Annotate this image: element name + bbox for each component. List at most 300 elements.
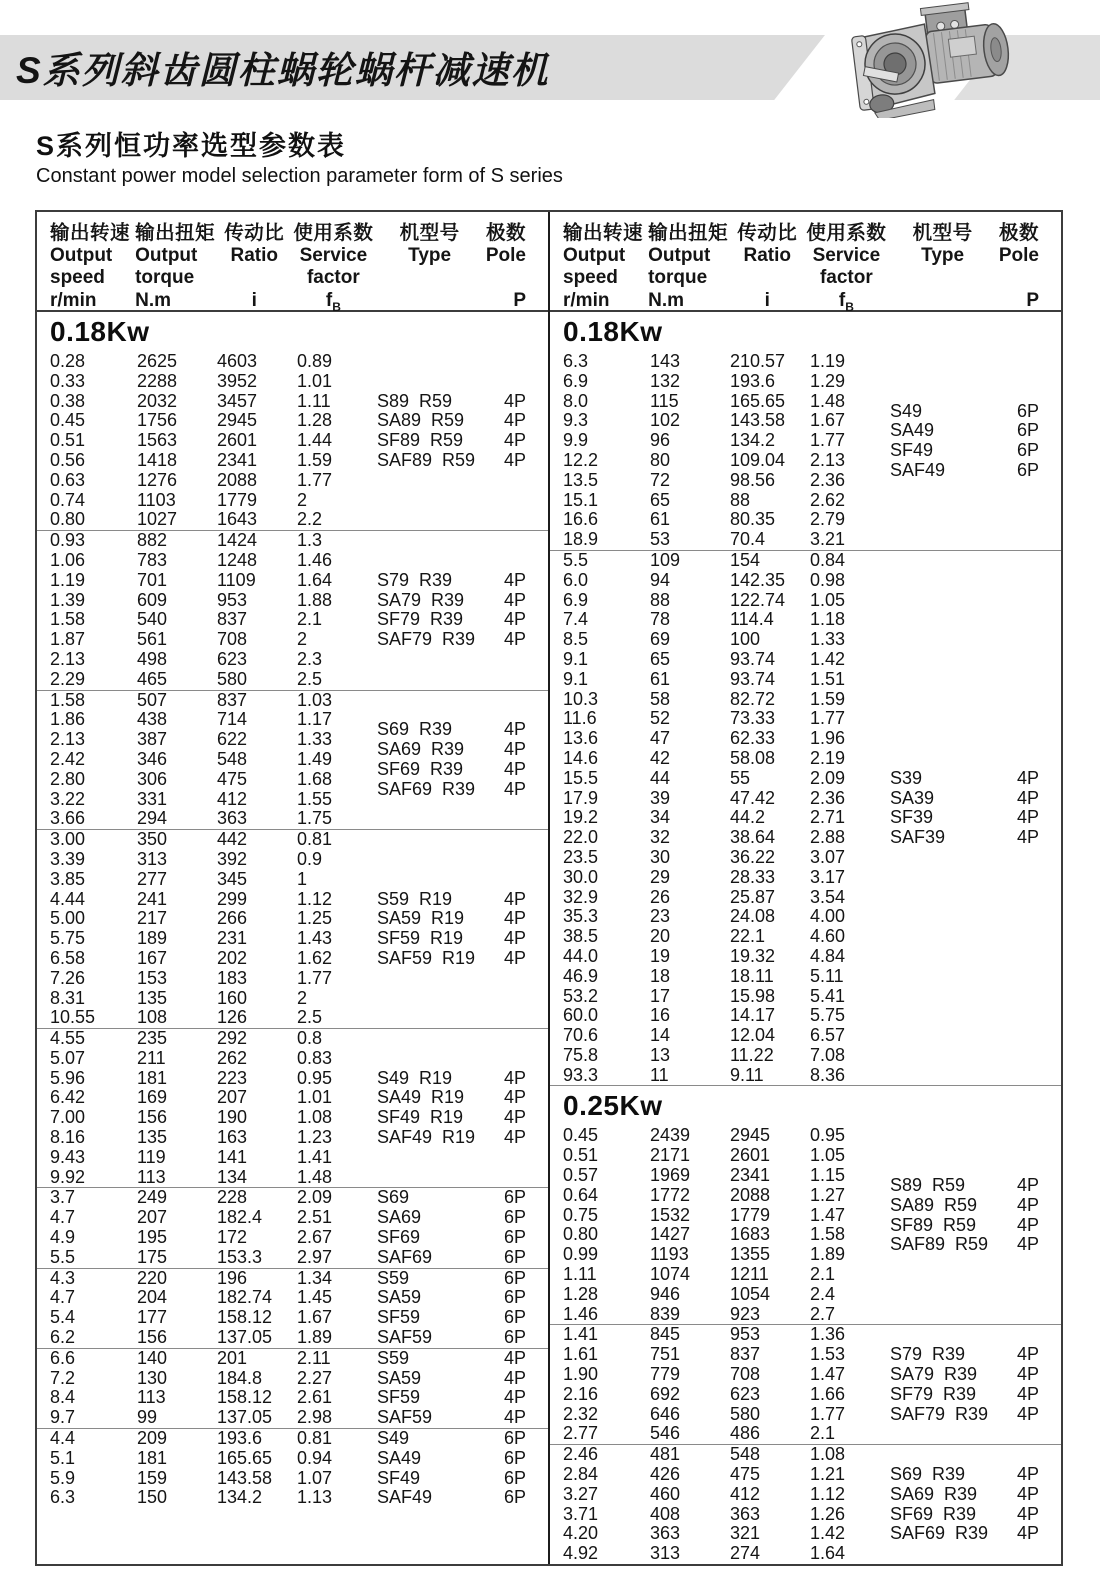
cell-speed: 6.3 (50, 1487, 76, 1508)
cell-torque: 102 (650, 410, 681, 431)
table-row (550, 1006, 1061, 1026)
cell-speed: 23.5 (563, 846, 599, 867)
cell-factor: 1.08 (297, 1107, 333, 1128)
cell-speed: 3.22 (50, 788, 86, 809)
type-row (377, 1269, 548, 1289)
cell-torque: 779 (650, 1364, 681, 1385)
cell-speed: 75.8 (563, 1044, 599, 1065)
cell-torque: 88 (650, 589, 671, 610)
cell-torque: 175 (137, 1246, 168, 1267)
type-label: SF49 R19 (377, 1107, 464, 1128)
cell-factor: 1.88 (297, 589, 333, 610)
type-label: SA79 R39 (890, 1364, 978, 1385)
header-cn-label: 机型号 (912, 222, 973, 244)
cell-torque: 701 (137, 569, 168, 590)
cell-factor: 1.48 (810, 390, 846, 411)
cell-ratio: 80.35 (730, 509, 776, 530)
header-unit-label (373, 290, 486, 313)
table-row (550, 1285, 1061, 1305)
cell-factor: 3.21 (810, 529, 846, 550)
cell-factor: 1.47 (810, 1364, 846, 1385)
type-row (890, 1485, 1061, 1505)
cell-factor: 1.17 (297, 709, 333, 730)
type-row (890, 1505, 1061, 1525)
cell-factor: 2.36 (810, 787, 846, 808)
cell-ratio: 486 (730, 1423, 761, 1444)
table-row (37, 491, 548, 511)
cell-ratio: 3952 (217, 370, 258, 391)
cell-ratio: 98.56 (730, 469, 776, 490)
cell-ratio: 442 (217, 829, 248, 850)
type-label: SF59 R19 (377, 928, 464, 949)
type-label: SF69 (377, 1227, 421, 1248)
cell-speed: 15.5 (563, 767, 599, 788)
cell-factor: 2.19 (810, 747, 846, 768)
header-en-label: factor (306, 267, 360, 288)
pole-label: 4P (1016, 1174, 1039, 1195)
cell-torque: 23 (650, 906, 671, 927)
cell-factor: 1.89 (810, 1244, 846, 1265)
header-en-label: Pole (485, 244, 526, 266)
type-label: SAF69 R39 (377, 778, 476, 799)
cell-speed: 1.87 (50, 629, 86, 650)
header-en-label: Type (921, 244, 965, 266)
cell-ratio: 708 (217, 629, 248, 650)
cell-factor: 3.07 (810, 846, 846, 867)
cell-speed: 30.0 (563, 866, 599, 887)
cell-ratio: 134.2 (730, 430, 776, 451)
table-row (37, 809, 548, 829)
type-row (377, 1228, 548, 1248)
cell-speed: 17.9 (563, 787, 599, 808)
cell-speed: 1.46 (563, 1303, 599, 1324)
header-unit-label: i (251, 289, 257, 311)
type-row (890, 1176, 1061, 1196)
power-section-heading: 0.18Kw (50, 316, 150, 347)
header-col-2 (215, 222, 293, 310)
cell-ratio: 154 (730, 549, 761, 570)
cell-ratio: 55 (730, 767, 751, 788)
type-row (377, 1288, 548, 1308)
table-row (550, 690, 1061, 710)
cell-speed: 0.93 (50, 530, 86, 551)
row-group (550, 1126, 1061, 1324)
type-label: SF39 (890, 807, 934, 828)
cell-ratio: 363 (730, 1503, 761, 1524)
cell-ratio: 837 (217, 689, 248, 710)
cell-speed: 9.1 (563, 668, 589, 689)
cell-factor: 1.89 (297, 1327, 333, 1348)
cell-ratio: 1355 (730, 1244, 771, 1265)
table-row (550, 947, 1061, 967)
cell-speed: 2.42 (50, 748, 86, 769)
pole-label: 4P (1016, 767, 1039, 788)
table-row (37, 870, 548, 890)
pole-label: 6P (1016, 440, 1039, 461)
table-row (550, 729, 1061, 749)
cell-speed: 38.5 (563, 926, 599, 947)
type-row (377, 630, 548, 650)
cell-torque: 2625 (137, 351, 178, 371)
cell-torque: 195 (137, 1227, 168, 1248)
cell-speed: 4.7 (50, 1207, 76, 1228)
cell-ratio: 134 (217, 1166, 248, 1187)
type-block (890, 1465, 1061, 1544)
type-label: SAF49 (377, 1487, 433, 1508)
cell-speed: 0.63 (50, 469, 86, 490)
cell-speed: 2.46 (563, 1444, 599, 1465)
cell-speed: 9.92 (50, 1166, 86, 1187)
cell-speed: 0.80 (50, 509, 86, 530)
type-label: SF79 R39 (890, 1383, 977, 1404)
header-en-label: speed (563, 267, 618, 288)
cell-ratio: 262 (217, 1047, 248, 1068)
header-en-label: Service (299, 244, 368, 266)
cell-ratio: 580 (217, 668, 248, 689)
type-row (890, 1465, 1061, 1485)
pole-label: 6P (503, 1487, 526, 1508)
header-en-label: Ratio (743, 244, 791, 266)
cell-factor: 2.1 (297, 609, 323, 630)
type-label: SAF59 (377, 1327, 433, 1348)
pole-label: 4P (503, 888, 526, 909)
cell-ratio: 82.72 (730, 688, 776, 709)
pole-label: 4P (503, 719, 526, 740)
cell-ratio: 1779 (730, 1204, 771, 1225)
cell-speed: 60.0 (563, 1005, 599, 1026)
cell-ratio: 2088 (217, 469, 258, 490)
cell-ratio: 126 (217, 1007, 248, 1028)
row-group (37, 1028, 548, 1187)
cell-torque: 130 (137, 1367, 168, 1388)
type-label: SA49 (377, 1447, 422, 1468)
type-row (890, 769, 1061, 789)
header-unit-label: $f_B$ (838, 289, 854, 314)
cell-torque: 29 (650, 866, 671, 887)
type-label: SAF59 R19 (377, 947, 476, 968)
cell-torque: 113 (137, 1387, 166, 1408)
header-cn-label: 输出扭矩 (135, 222, 216, 244)
cell-factor: 1.77 (810, 708, 846, 729)
cell-ratio: 58.08 (730, 747, 776, 768)
cell-speed: 2.32 (563, 1403, 599, 1424)
cell-torque: 783 (137, 549, 168, 570)
cell-torque: 108 (137, 1007, 168, 1028)
cell-ratio: 134.2 (217, 1487, 263, 1508)
cell-speed: 18.9 (563, 529, 599, 550)
cell-ratio: 363 (217, 808, 248, 829)
type-row (890, 1345, 1061, 1365)
table-row (550, 868, 1061, 888)
cell-factor: 1.41 (297, 1146, 333, 1167)
header-en-label (999, 267, 1039, 290)
row-group (37, 1348, 548, 1428)
cell-torque: 143 (650, 351, 681, 371)
cell-speed: 12.2 (563, 449, 599, 470)
header-col-1 (135, 222, 215, 310)
pole-label: 4P (503, 609, 526, 630)
type-block (377, 1269, 548, 1348)
cell-ratio: 36.22 (730, 846, 776, 867)
type-label: SAF59 (377, 1407, 433, 1428)
table-row (550, 888, 1061, 908)
cell-ratio: 837 (730, 1344, 761, 1365)
cell-factor: 2.79 (810, 509, 846, 530)
cell-factor: 1.67 (297, 1307, 333, 1328)
cell-ratio: 412 (730, 1483, 761, 1504)
cell-ratio: 141 (217, 1146, 248, 1167)
cell-ratio: 196 (217, 1267, 248, 1288)
cell-ratio: 1109 (217, 569, 256, 590)
cell-ratio: 190 (217, 1107, 248, 1128)
type-label: SAF89 R59 (890, 1234, 989, 1255)
cell-factor: 1.48 (297, 1166, 333, 1187)
cell-factor: 1.34 (297, 1267, 333, 1288)
row-group (37, 352, 548, 530)
header-col-3 (806, 222, 887, 314)
cell-speed: 5.00 (50, 908, 86, 929)
cell-factor: 2 (297, 489, 308, 510)
cell-ratio: 202 (217, 947, 248, 968)
pole-label: 4P (503, 1387, 526, 1408)
cell-speed: 0.56 (50, 449, 86, 470)
cell-ratio: 1683 (730, 1224, 771, 1245)
table-row (550, 670, 1061, 690)
cell-torque: 540 (137, 609, 168, 630)
cell-factor: 1.01 (297, 1087, 333, 1108)
type-label: S69 R39 (890, 1464, 966, 1485)
cell-ratio: 207 (217, 1087, 248, 1108)
type-row (377, 1308, 548, 1328)
cell-speed: 5.4 (50, 1307, 76, 1328)
cell-speed: 3.85 (50, 868, 86, 889)
cell-ratio: 73.33 (730, 708, 776, 729)
header-en-label: factor (819, 267, 873, 288)
type-row (377, 929, 548, 949)
type-row (377, 1349, 548, 1369)
cell-speed: 1.06 (50, 549, 86, 570)
type-label: S49 (890, 400, 923, 421)
header-en-label (728, 267, 806, 290)
cell-ratio: 2945 (730, 1125, 771, 1146)
cell-factor: 0.81 (297, 829, 333, 850)
cell-speed: 0.38 (50, 390, 86, 411)
cell-speed: 5.5 (50, 1246, 76, 1267)
pole-label: 6P (503, 1287, 526, 1308)
cell-speed: 46.9 (563, 965, 599, 986)
cell-torque: 946 (650, 1283, 681, 1304)
cell-factor: 1.19 (810, 351, 846, 371)
cell-ratio: 3457 (217, 390, 258, 411)
cell-torque: 211 (137, 1047, 166, 1068)
pole-label: 4P (503, 908, 526, 929)
cell-speed: 93.3 (563, 1064, 599, 1085)
header-cn-label: 传动比 (224, 222, 285, 244)
gear-motor-image (833, 2, 1023, 118)
cell-torque: 465 (137, 668, 168, 689)
table-row (550, 1265, 1061, 1285)
table-row (550, 927, 1061, 947)
table-row (37, 471, 548, 491)
table-row (550, 571, 1061, 591)
table-row (37, 372, 548, 392)
cell-factor: 1.03 (297, 689, 333, 710)
cell-speed: 14.6 (563, 747, 599, 768)
cell-factor: 1.67 (810, 410, 846, 431)
cell-ratio: 292 (217, 1028, 248, 1049)
cell-factor: 0.98 (810, 569, 846, 590)
type-row (890, 1235, 1061, 1255)
cell-speed: 0.45 (563, 1125, 599, 1146)
cell-speed: 35.3 (563, 906, 599, 927)
table-row (37, 352, 548, 372)
header-col-5 (999, 222, 1061, 310)
cell-factor: 1.27 (810, 1184, 846, 1205)
type-label: SAF39 (890, 827, 946, 848)
header-en-label: Type (408, 244, 452, 266)
row-group (37, 690, 548, 830)
cell-torque: 408 (650, 1503, 681, 1524)
table-row (550, 551, 1061, 571)
type-label: SA49 R19 (377, 1087, 465, 1108)
type-row (890, 1196, 1061, 1216)
cell-torque: 153 (137, 967, 168, 988)
cell-factor: 5.11 (810, 965, 844, 986)
cell-speed: 6.42 (50, 1087, 86, 1108)
cell-torque: 331 (137, 788, 168, 809)
cell-factor: 2.61 (297, 1387, 333, 1408)
cell-speed: 1.39 (50, 589, 86, 610)
parameter-table (35, 210, 1063, 1566)
page-banner (0, 0, 1100, 100)
cell-factor: 5.75 (810, 1005, 846, 1026)
cell-torque: 460 (650, 1483, 681, 1504)
pole-label: 4P (1016, 1364, 1039, 1385)
header-col-2 (728, 222, 806, 310)
cell-torque: 217 (137, 908, 168, 929)
cell-ratio: 837 (217, 609, 248, 630)
pole-label: 6P (503, 1327, 526, 1348)
cell-torque: 313 (137, 848, 168, 869)
cell-ratio: 622 (217, 729, 248, 750)
cell-ratio: 12.04 (730, 1025, 776, 1046)
table-row (37, 531, 548, 551)
table-row (550, 1325, 1061, 1345)
type-row (377, 1088, 548, 1108)
header-cn-label: 使用系数 (293, 222, 374, 244)
type-row (377, 720, 548, 740)
cell-torque: 498 (137, 648, 168, 669)
cell-factor: 6.57 (810, 1025, 846, 1046)
table-row (37, 1029, 548, 1049)
cell-factor: 1.49 (297, 748, 333, 769)
table-row (37, 691, 548, 711)
cell-ratio: 4603 (217, 351, 258, 371)
cell-torque: 140 (137, 1347, 168, 1368)
type-block (890, 769, 1061, 848)
cell-ratio: 70.4 (730, 529, 766, 550)
cell-torque: 839 (650, 1303, 681, 1324)
type-block (377, 1188, 548, 1267)
pole-label: 6P (503, 1447, 526, 1468)
pole-label: 4P (503, 629, 526, 650)
cell-factor: 2.13 (810, 449, 846, 470)
cell-ratio: 392 (217, 848, 248, 869)
cell-torque: 1532 (650, 1204, 691, 1225)
cell-ratio: 38.64 (730, 827, 776, 848)
cell-ratio: 137.05 (217, 1327, 273, 1348)
cell-speed: 3.71 (563, 1503, 599, 1524)
cell-torque: 177 (137, 1307, 168, 1328)
type-row (377, 1449, 548, 1469)
type-label: S49 R19 (377, 1067, 453, 1088)
row-group (37, 1428, 548, 1508)
cell-speed: 0.51 (563, 1145, 599, 1166)
header-col-4 (886, 222, 999, 310)
cell-torque: 113 (137, 1166, 166, 1187)
pole-label: 4P (1016, 1403, 1039, 1424)
cell-torque: 16 (650, 1005, 671, 1026)
pole-label: 4P (503, 1087, 526, 1108)
cell-ratio: 2601 (217, 430, 258, 451)
cell-torque: 306 (137, 768, 168, 789)
cell-factor: 0.9 (297, 848, 323, 869)
cell-torque: 346 (137, 748, 168, 769)
cell-speed: 1.58 (50, 609, 86, 630)
cell-ratio: 953 (217, 589, 248, 610)
header-en-label: Output (50, 244, 113, 266)
cell-ratio: 14.17 (730, 1005, 776, 1026)
cell-speed: 10.55 (50, 1007, 96, 1028)
subtitle-chinese: S系列恒功率选型参数表 (36, 131, 347, 161)
table-row (550, 848, 1061, 868)
cell-factor: 1.07 (297, 1467, 333, 1488)
cell-torque: 52 (650, 708, 671, 729)
cell-factor: 1.75 (297, 808, 333, 829)
cell-torque: 2171 (650, 1145, 691, 1166)
type-label: SAF79 R39 (890, 1403, 989, 1424)
cell-speed: 9.3 (563, 410, 589, 431)
cell-factor: 1.46 (297, 549, 333, 570)
cell-factor: 1.64 (810, 1543, 846, 1564)
type-block (890, 402, 1061, 481)
type-row (377, 1369, 548, 1389)
cell-factor: 1.45 (297, 1287, 333, 1308)
cell-speed: 8.4 (50, 1387, 76, 1408)
cell-factor: 2.97 (297, 1246, 333, 1267)
type-row (890, 402, 1061, 422)
header-col-3 (293, 222, 374, 314)
type-label: S89 R59 (890, 1174, 966, 1195)
pole-label: 4P (1016, 1234, 1039, 1255)
cell-speed: 7.26 (50, 967, 86, 988)
table-row (550, 1066, 1061, 1086)
cell-torque: 1772 (650, 1184, 691, 1205)
cell-torque: 241 (137, 888, 168, 909)
cell-torque: 209 (137, 1428, 168, 1449)
type-row (377, 411, 548, 431)
cell-speed: 5.1 (50, 1447, 76, 1468)
table-row (550, 1445, 1061, 1465)
cell-factor: 1.01 (297, 370, 333, 391)
cell-ratio: 2945 (217, 410, 258, 431)
cell-speed: 7.00 (50, 1107, 86, 1128)
cell-torque: 69 (650, 629, 671, 650)
cell-ratio: 2601 (730, 1145, 771, 1166)
cell-speed: 1.86 (50, 709, 86, 730)
cell-factor: 1.12 (297, 888, 333, 909)
cell-factor: 1.26 (810, 1503, 846, 1524)
